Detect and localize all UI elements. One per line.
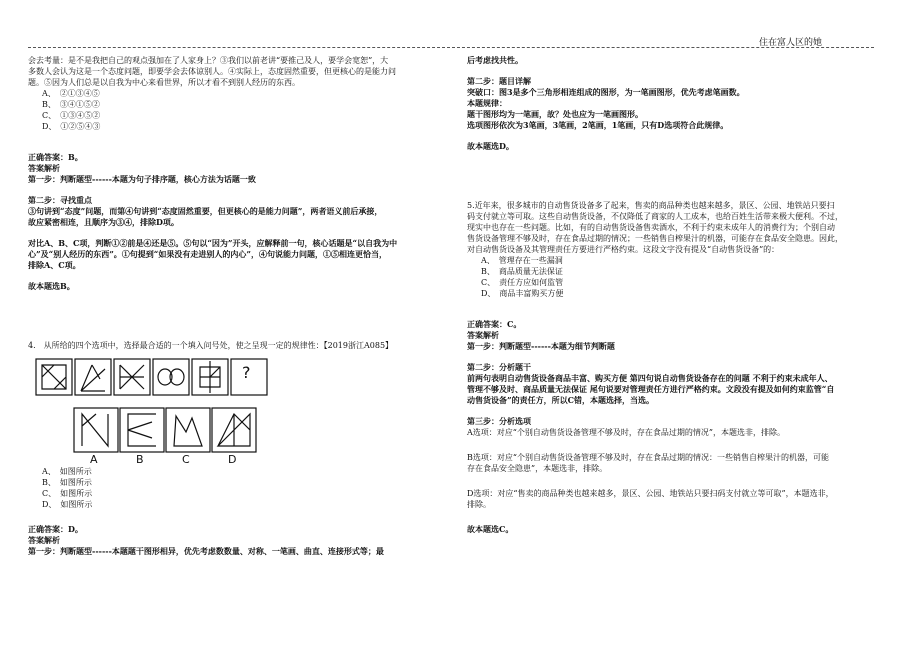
q5-option-d-analysis: D选项：对应“售卖的商品种类也越来越多，景区、公园、地铁站只要扫码支付就立等可取”，本题选非，: [467, 489, 834, 498]
q5-option-a-analysis: A选项：对应“个别自动售货设备管理不够及时，存在食品过期的情况”，本题选非，排除。: [467, 428, 785, 437]
q3-text-line: 题。⑤因为人们总是以自我为中心来看世界，所以才看不到别人经历的东西。: [28, 78, 300, 87]
q5-step2-line: 前两句表明自动售货设备商品丰富、购买方便 第四句说自动售货设备存在的问题 不利于约束未成年人、: [467, 373, 833, 383]
q3-text-line: 会去考量：是不是我把自己的观点强加在了人家身上？③我们以前老讲“要推己及人，要学会宽恕”，大: [28, 56, 389, 65]
q3-step3-line: 心”及“别人经历的东西”。①句提到“如果没有走进别人的内心”，④句说能力问题，①⑤相连更恰当，: [28, 249, 388, 259]
q4-step2-line: 本题规律：: [467, 98, 507, 108]
q4-step2-line: 题干图形均为一笔画，故？处也应为一笔画图形。: [467, 109, 643, 119]
q5-answer: 正确答案：C。: [467, 319, 522, 329]
q3-step2-line: 故应紧密相连，且顺序为③④，排除D项。: [28, 217, 179, 227]
fig-label-a: A: [90, 453, 98, 466]
q5-text-line: 对自动售货设备及其管理责任方要进行严格约束。这段文字没有提及“自动售货设备”的：: [467, 245, 780, 254]
q5-text-line: 5.近年来，很多城市的自动售货设备多了起来，售卖的商品种类也越来越多，景区、公园、地铁站只要扫: [467, 201, 835, 210]
fig-label-c: C: [182, 453, 190, 466]
q5-final: 故本题选C。: [467, 524, 514, 534]
q3-option-b: B、 ③④①⑤②: [42, 100, 100, 109]
q4-step1: 第一步：判断题型------本题题干图形相异，优先考虑数数量、对称、一笔画、曲直、连接形式等；最: [28, 546, 384, 556]
q4-step1-cont: 后考虑找共性。: [467, 55, 523, 65]
q4-analysis-title: 答案解析: [28, 535, 60, 545]
q4-step2-line: 突破口：图3是多个三角形相连组成的图形，为一笔画图形，优先考虑笔画数。: [467, 87, 745, 97]
q4-step2-title: 第二步：题目详解: [467, 76, 531, 86]
q3-option-d: D、 ①②⑤④③: [42, 122, 101, 131]
q5-text-line: 码支付就立等可取。这些自动售货设备，不仅降低了商家的人工成本，也给百姓生活带来极大便利。不过，: [467, 212, 843, 221]
q5-text-line: 现实中也存在一些问题。比如，有的自动售货设备售卖酒水，不利于约束未成年人的消费行为；个别自动: [467, 223, 835, 232]
q5-option-a: A、 管理存在一些漏洞: [481, 256, 563, 265]
answer-figures-svg: [72, 406, 262, 454]
q4-figure-labels: [72, 454, 453, 466]
q5-option-b-analysis: B选项：对应“个别自动售货设备管理不够及时，存在食品过期的情况：一些销售自榨果汁的机器，可能: [467, 453, 829, 462]
header-title: 住在富人区的她: [758, 38, 822, 48]
q3-step2-title: 第二步：寻找重点: [28, 195, 92, 205]
q4-option-d: D、 如图所示: [42, 500, 93, 509]
q5-step2-line: 动售货设备”的责任方，所以C错，本题选择，当选。: [467, 395, 654, 405]
fig-label-d: D: [228, 453, 237, 466]
q5-option-b: B、 商品质量无法保证: [481, 267, 563, 276]
q4-question-figures: [34, 357, 453, 397]
q3-final: 故本题选B。: [28, 281, 75, 291]
q4-option-c: C、 如图所示: [42, 489, 93, 498]
q5-option-d-analysis: 排除。: [467, 500, 491, 509]
q3-step2-line: ③句讲到“态度”问题，而第④句讲到“态度固然重要，但更核心的是能力问题”，两者语义前后承接，: [28, 206, 383, 216]
q5-step3-title: 第三步：分析选项: [467, 416, 531, 426]
fig-label-b: B: [136, 453, 144, 466]
right-column: [467, 55, 893, 535]
header-divider: [28, 47, 874, 48]
q3-step3-line: 排除A、C项。: [28, 260, 81, 270]
question-figures-svg: [34, 357, 294, 397]
q5-text-line: 售货设备管理不够及时，存在食品过期的情况；一些销售自榨果汁的机器，可能存在食品安全隐患。因此，: [467, 234, 843, 243]
left-column: [28, 55, 453, 557]
q4-option-b: B、 如图所示: [42, 478, 92, 487]
q5-option-b-analysis: 存在食品安全隐患”，本题选非，排除。: [467, 464, 608, 473]
q3-option-c: C、 ①③④⑤②: [42, 111, 101, 120]
q3-step3-line: 对比A、B、C项，判断①②前是④还是⑤。⑤句以“因为”开头，应解释前一句，核心话题是“以自我为中: [28, 238, 398, 248]
q3-analysis-title: 答案解析: [28, 163, 60, 173]
q3-option-a: A、 ②①③④⑤: [42, 89, 100, 98]
q5-step1: 第一步：判断题型------本题为细节判断题: [467, 341, 615, 351]
q3-text-line: 多数人会认为这是一个态度问题，即要学会去体谅别人。④实际上，态度固然重要，但更核心的是能力问: [28, 67, 396, 76]
question-mark: ?: [242, 363, 251, 382]
q4-answer-figures: [72, 406, 453, 454]
q3-step1: 第一步：判断题型------本题为句子排序题，核心方法为话题一致: [28, 174, 256, 184]
q4-answer: 正确答案：D。: [28, 524, 83, 534]
q4-step2-line: 选项图形依次为3笔画，3笔画，2笔画，1笔画，只有D选项符合此规律。: [467, 120, 729, 130]
q5-analysis-title: 答案解析: [467, 330, 499, 340]
q5-option-d: D、 商品丰富购买方便: [481, 289, 564, 298]
q4-final: 故本题选D。: [467, 141, 514, 151]
q5-option-c: C、 责任方应如何监管: [481, 278, 564, 287]
q4-question: 4. 从所给的四个选项中，选择最合适的一个填入问号处，使之呈现一定的规律性：【2019浙江A085】: [28, 341, 394, 350]
q3-answer: 正确答案：B。: [28, 152, 83, 162]
q4-option-a: A、 如图所示: [42, 467, 92, 476]
q5-step2-title: 第二步：分析题干: [467, 362, 531, 372]
q5-step2-line: 管理不够及时、商品质量无法保证 尾句说要对管理责任方进行严格约束。文段没有提及如何约束监管“自: [467, 384, 835, 394]
